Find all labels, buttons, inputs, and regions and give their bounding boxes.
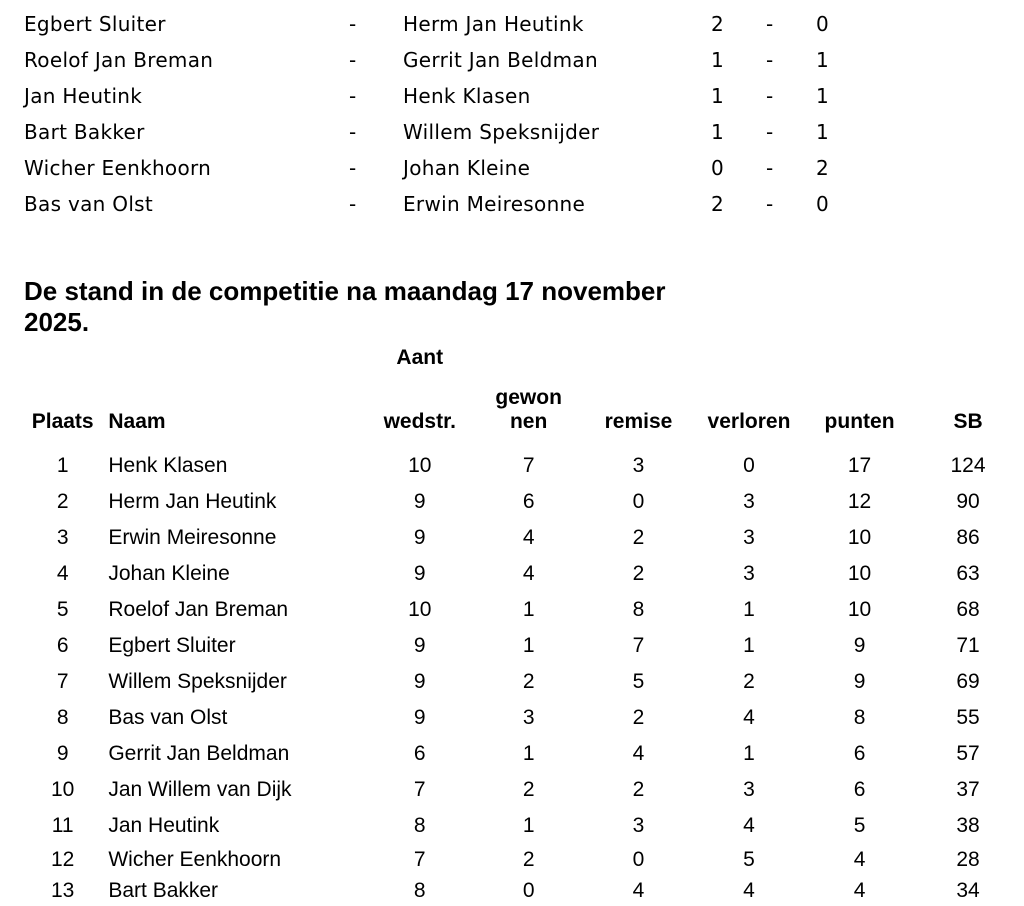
header-gewonnen-line2: nen [509,410,548,433]
table-row [20,664,1024,700]
cell-aant: 10 [408,454,432,477]
header-aant-line1: Aant [396,346,444,369]
away-score: 1 [816,120,830,144]
standings-heading [24,276,784,338]
score-dash: - [766,192,774,216]
cell-verloren: 4 [743,814,755,837]
standings-heading-line1: De stand in de competitie na maandag 17 november [24,276,666,306]
away-score: 1 [816,48,830,72]
cell-plaats: 12 [50,848,75,871]
cell-gewonnen: 4 [522,526,535,549]
cell-remise: 8 [632,598,645,621]
cell-plaats: 11 [51,814,74,837]
away-player: Gerrit Jan Beldman [403,48,598,72]
cell-aant: 9 [413,634,426,657]
match-row [0,80,1024,116]
cell-aant: 9 [413,706,426,729]
cell-naam: Herm Jan Heutink [108,490,277,513]
cell-punten: 6 [853,778,866,801]
cell-punten: 10 [847,562,872,585]
standings-table [20,340,1024,906]
score-dash: - [766,120,774,144]
cell-remise: 2 [632,778,645,801]
cell-punten: 9 [853,634,866,657]
cell-punten: 10 [847,598,872,621]
cell-sb: 57 [956,742,980,765]
score-dash: - [766,12,774,36]
home-player: Bas van Olst [24,192,154,216]
home-player: Egbert Sluiter [24,12,166,36]
header-plaats: Plaats [31,410,94,433]
away-player: Johan Kleine [403,156,531,180]
cell-plaats: 7 [56,670,69,693]
cell-gewonnen: 6 [522,490,535,513]
cell-aant: 9 [413,526,426,549]
cell-punten: 12 [847,490,872,513]
cell-punten: 8 [853,706,866,729]
home-player: Roelof Jan Breman [24,48,214,72]
away-player: Herm Jan Heutink [403,12,584,36]
cell-aant: 9 [413,490,426,513]
home-player: Wicher Eenkhoorn [24,156,212,180]
standings-body [20,448,1024,906]
cell-remise: 4 [632,879,645,902]
cell-gewonnen: 7 [522,454,535,477]
cell-verloren: 3 [743,778,755,801]
cell-verloren: 2 [743,670,755,693]
cell-gewonnen: 0 [522,879,535,902]
versus-dash: - [349,84,357,108]
table-row [20,808,1024,844]
cell-verloren: 3 [743,490,755,513]
cell-naam: Erwin Meiresonne [108,526,277,549]
home-player: Bart Bakker [24,120,145,144]
cell-plaats: 3 [56,526,69,549]
home-score: 0 [711,156,725,180]
cell-remise: 2 [632,562,645,585]
cell-plaats: 10 [50,778,75,801]
cell-gewonnen: 1 [522,634,535,657]
cell-remise: 4 [632,742,645,765]
table-row [20,875,1024,906]
score-dash: - [766,48,774,72]
cell-gewonnen: 3 [522,706,535,729]
cell-remise: 3 [632,814,645,837]
match-results [0,8,1024,224]
cell-naam: Jan Heutink [108,814,220,837]
cell-gewonnen: 2 [522,778,535,801]
score-dash: - [766,84,774,108]
cell-aant: 9 [413,670,426,693]
home-score: 2 [711,12,725,36]
cell-verloren: 3 [743,562,755,585]
cell-sb: 69 [956,670,980,693]
cell-aant: 7 [413,778,426,801]
cell-punten: 6 [853,742,866,765]
cell-sb: 68 [956,598,980,621]
cell-verloren: 1 [743,598,755,621]
cell-verloren: 1 [743,742,755,765]
table-row [20,844,1024,875]
cell-gewonnen: 2 [522,670,535,693]
cell-verloren: 5 [743,848,755,871]
table-row [20,556,1024,592]
cell-punten: 5 [853,814,866,837]
score-dash: - [766,156,774,180]
versus-dash: - [349,156,357,180]
cell-plaats: 1 [56,454,69,477]
cell-sb: 63 [956,562,980,585]
cell-gewonnen: 1 [522,742,535,765]
cell-punten: 4 [853,848,866,871]
cell-aant: 10 [408,598,432,621]
cell-remise: 0 [632,490,645,513]
cell-sb: 55 [956,706,980,729]
versus-dash: - [349,120,357,144]
cell-naam: Bas van Olst [108,706,228,729]
home-score: 1 [711,120,725,144]
standings-heading-line2: 2025. [24,307,90,337]
away-score: 0 [816,192,830,216]
cell-punten: 4 [853,879,866,902]
cell-plaats: 5 [56,598,69,621]
cell-sb: 86 [956,526,980,549]
cell-naam: Gerrit Jan Beldman [108,742,290,765]
cell-plaats: 6 [56,634,69,657]
cell-verloren: 4 [743,706,755,729]
header-gewonnen [471,370,586,448]
cell-gewonnen: 2 [522,848,535,871]
cell-plaats: 4 [56,562,69,585]
cell-sb: 124 [950,454,986,477]
cell-gewonnen: 1 [522,598,535,621]
cell-aant: 9 [413,562,426,585]
away-player: Henk Klasen [403,84,531,108]
table-row [20,592,1024,628]
cell-sb: 37 [956,778,980,801]
cell-naam: Willem Speksnijder [108,670,287,693]
table-row [20,736,1024,772]
home-player: Jan Heutink [24,84,143,108]
cell-remise: 2 [632,706,645,729]
match-row [0,116,1024,152]
cell-sb: 38 [956,814,980,837]
home-score: 2 [711,192,725,216]
away-score: 1 [816,84,830,108]
header-verloren: verloren [707,410,791,433]
cell-remise: 0 [632,848,645,871]
header-aant-line2: wedstr. [383,410,456,433]
cell-verloren: 3 [743,526,755,549]
cell-verloren: 1 [743,634,755,657]
cell-naam: Egbert Sluiter [108,634,236,657]
home-score: 1 [711,48,725,72]
cell-sb: 28 [956,848,980,871]
versus-dash: - [349,12,357,36]
cell-punten: 10 [847,526,872,549]
cell-gewonnen: 4 [522,562,535,585]
cell-plaats: 13 [50,879,75,902]
table-row [20,628,1024,664]
versus-dash: - [349,48,357,72]
away-player: Willem Speksnijder [403,120,600,144]
cell-verloren: 0 [743,454,755,477]
cell-gewonnen: 1 [522,814,535,837]
header-gewonnen-line1: gewon [495,386,562,409]
cell-remise: 7 [632,634,645,657]
cell-remise: 2 [632,526,645,549]
cell-punten: 17 [847,454,872,477]
header-sb: SB [953,410,983,433]
header-remise: remise [604,410,673,433]
cell-plaats: 9 [56,742,69,765]
away-score: 2 [816,156,830,180]
standings-header [20,340,1024,448]
cell-naam: Jan Willem van Dijk [108,778,292,801]
header-punten: punten [824,410,895,433]
cell-sb: 71 [956,634,980,657]
match-row [0,152,1024,188]
header-naam: Naam [108,410,166,433]
cell-plaats: 8 [56,706,69,729]
cell-aant: 8 [413,879,426,902]
table-row [20,484,1024,520]
cell-aant: 7 [413,848,426,871]
cell-naam: Roelof Jan Breman [108,598,289,621]
cell-naam: Bart Bakker [108,879,219,902]
cell-remise: 3 [632,454,645,477]
away-player: Erwin Meiresonne [403,192,586,216]
match-row [0,188,1024,224]
cell-plaats: 2 [56,490,69,513]
table-row [20,700,1024,736]
cell-sb: 34 [956,879,980,902]
cell-naam: Johan Kleine [108,562,230,585]
cell-remise: 5 [632,670,645,693]
cell-naam: Henk Klasen [108,454,228,477]
table-row [20,520,1024,556]
cell-aant: 8 [413,814,426,837]
cell-punten: 9 [853,670,866,693]
cell-verloren: 4 [743,879,755,902]
cell-aant: 6 [413,742,426,765]
versus-dash: - [349,192,357,216]
table-row [20,772,1024,808]
home-score: 1 [711,84,725,108]
cell-sb: 90 [956,490,980,513]
match-row [0,8,1024,44]
match-row [0,44,1024,80]
away-score: 0 [816,12,830,36]
cell-naam: Wicher Eenkhoorn [108,848,282,871]
table-row [20,448,1024,484]
